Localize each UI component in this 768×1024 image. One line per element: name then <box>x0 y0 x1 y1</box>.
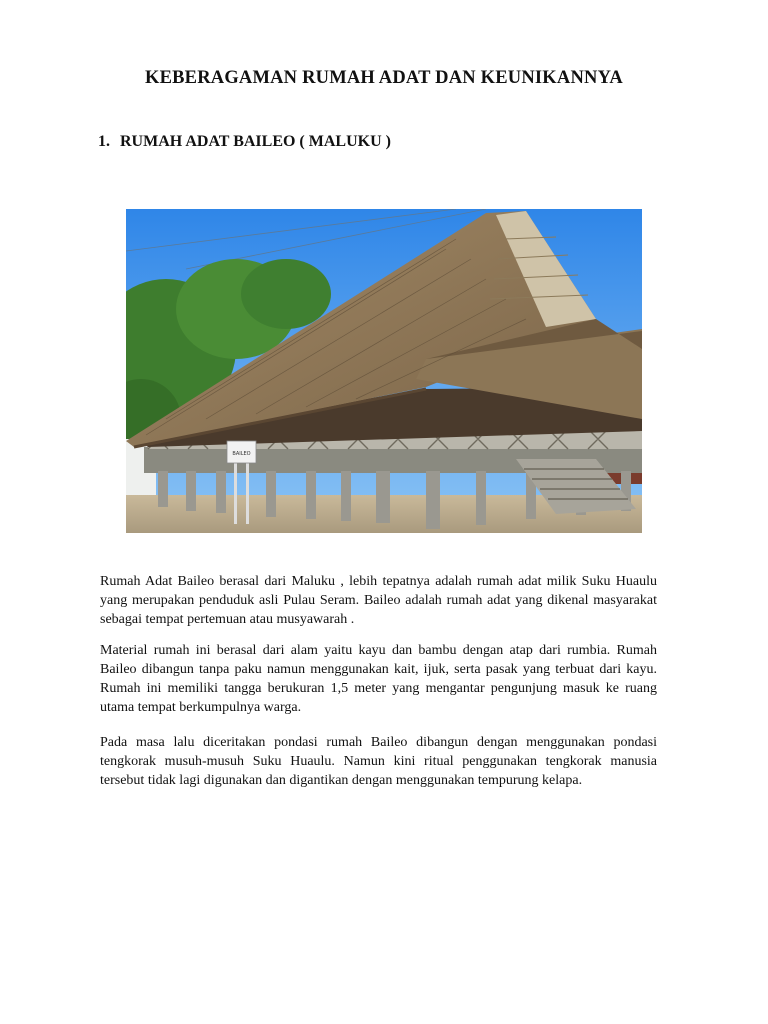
photo-sign-text: BAILEO <box>232 451 251 457</box>
section-heading-text: RUMAH ADAT BAILEO ( MALUKU ) <box>120 133 391 150</box>
section-number: 1. <box>98 133 110 150</box>
paragraph-2: Material rumah ini berasal dari alam yaitu kayu dan bambu dengan atap dari rumbia. Rumah Baileo dibangun tanpa paku namun menggunakan kait, ijuk, serta pasak yang terbuat dari kayu. Rumah ini memiliki tangga berukuran 1,5 meter yang mengantar pengunjung masuk ke ruang utama tempat berkumpulnya warga. <box>100 643 657 715</box>
page-title: KEBERAGAMAN RUMAH ADAT DAN KEUNIKANNYA <box>144 68 623 88</box>
section-heading <box>98 133 391 151</box>
paragraph-3: Pada masa lalu diceritakan pondasi rumah Baileo dibangun dengan menggunakan pondasi tengkorak musuh-musuh Suku Huaulu. Namun kini ritual penggunakan tengkorak manusia tersebut tidak lagi digunakan dan digantikan dengan menggunakan tempurung kelapa. <box>100 735 657 788</box>
paragraph-1: Rumah Adat Baileo berasal dari Maluku , lebih tepatnya adalah rumah adat milik Suku Huaulu yang merupakan penduduk asli Pulau Seram. Baileo adalah rumah adat yang dikenal masyarakat sebagai tempat pertemuan atau musyawarah . <box>100 574 657 627</box>
baileo-house-photo <box>126 209 642 533</box>
